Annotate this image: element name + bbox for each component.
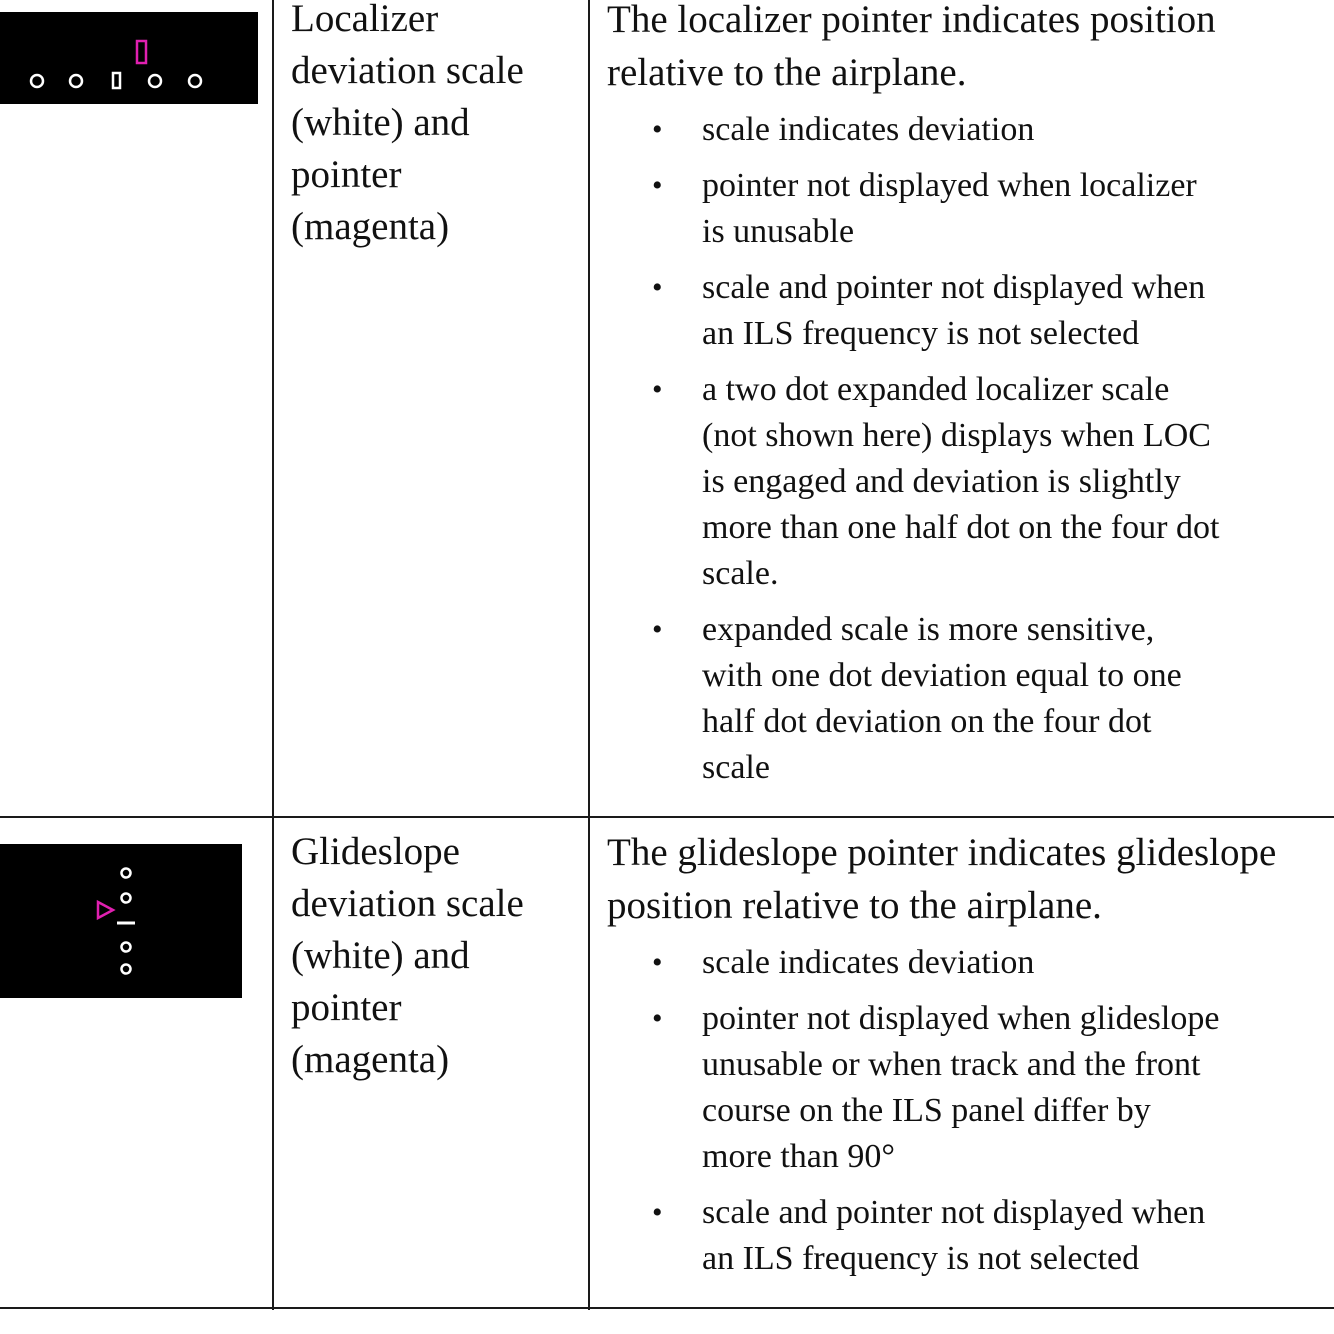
bullet-spacer xyxy=(607,597,1334,607)
localizer-description xyxy=(607,0,1334,791)
localizer-label: Localizer deviation scale (white) and pointer (magenta) xyxy=(291,0,524,248)
localizer-scale-dot xyxy=(149,75,161,87)
bullet-marker: • xyxy=(652,373,663,406)
bullet-spacer xyxy=(607,153,1334,163)
bullet-text: pointer not displayed when glideslope unusable or when track and the front course on the ILS panel differ by more than 90° xyxy=(702,1000,1220,1175)
bullet-item xyxy=(607,163,1334,255)
bullet-text: scale and pointer not displayed when an ILS frequency is not selected xyxy=(702,1194,1206,1277)
column-divider-2 xyxy=(588,0,590,1310)
glideslope-description xyxy=(607,826,1334,1282)
bullet-marker: • xyxy=(652,271,663,304)
bullet-marker: • xyxy=(652,113,663,146)
bullet-text: pointer not displayed when localizer is unusable xyxy=(702,167,1197,250)
localizer-pointer xyxy=(137,41,146,63)
glideslope-scale-dot xyxy=(122,965,131,974)
bullet-text: scale indicates deviation xyxy=(702,944,1035,981)
glideslope-scale-dot xyxy=(122,869,131,878)
bullet-item xyxy=(607,107,1334,153)
bullet-marker: • xyxy=(652,169,663,202)
bullet-text: scale and pointer not displayed when an ILS frequency is not selected xyxy=(702,269,1206,352)
bullet-text: a two dot expanded localizer scale (not shown here) displays when LOC is engaged and deviation is slightly more than one half dot on the four dot scale. xyxy=(702,371,1220,592)
glideslope-scale-dot xyxy=(122,894,131,903)
bullet-spacer xyxy=(607,357,1334,367)
bullet-spacer xyxy=(607,255,1334,265)
bullet-item xyxy=(607,996,1334,1180)
bullet-marker: • xyxy=(652,1196,663,1229)
glideslope-label: Glideslope deviation scale (white) and pointer (magenta) xyxy=(291,830,524,1081)
localizer-intro: The localizer pointer indicates position relative to the airplane. xyxy=(607,0,1216,94)
glideslope-pointer xyxy=(98,902,113,918)
bullet-spacer xyxy=(607,986,1334,996)
glideslope-deviation-display xyxy=(0,844,242,998)
localizer-scale-dot xyxy=(31,75,43,87)
bullet-spacer xyxy=(607,1180,1334,1190)
localizer-deviation-display xyxy=(0,12,258,104)
localizer-scale-dot xyxy=(70,75,82,87)
bullet-marker: • xyxy=(652,613,663,646)
bullet-item xyxy=(607,367,1334,597)
table-bottom-border xyxy=(0,1307,1334,1309)
localizer-center-mark xyxy=(113,73,120,88)
row-divider xyxy=(0,816,1334,818)
bullet-text: scale indicates deviation xyxy=(702,111,1035,148)
bullet-item xyxy=(607,607,1334,791)
localizer-bullet-list xyxy=(607,107,1334,791)
localizer-scale-dot xyxy=(189,75,201,87)
column-divider-1 xyxy=(272,0,274,1310)
bullet-marker: • xyxy=(652,946,663,979)
localizer-scale-graphic xyxy=(0,12,258,104)
bullet-item xyxy=(607,1190,1334,1282)
glideslope-scale-dot xyxy=(122,943,131,952)
glideslope-bullet-list xyxy=(607,940,1334,1282)
glideslope-intro: The glideslope pointer indicates glideslope position relative to the airplane. xyxy=(607,831,1277,927)
bullet-text: expanded scale is more sensitive, with one dot deviation equal to one half dot deviation on the four dot scale xyxy=(702,611,1182,786)
glideslope-scale-graphic xyxy=(0,844,242,998)
bullet-item xyxy=(607,265,1334,357)
bullet-marker: • xyxy=(652,1002,663,1035)
bullet-item xyxy=(607,940,1334,986)
